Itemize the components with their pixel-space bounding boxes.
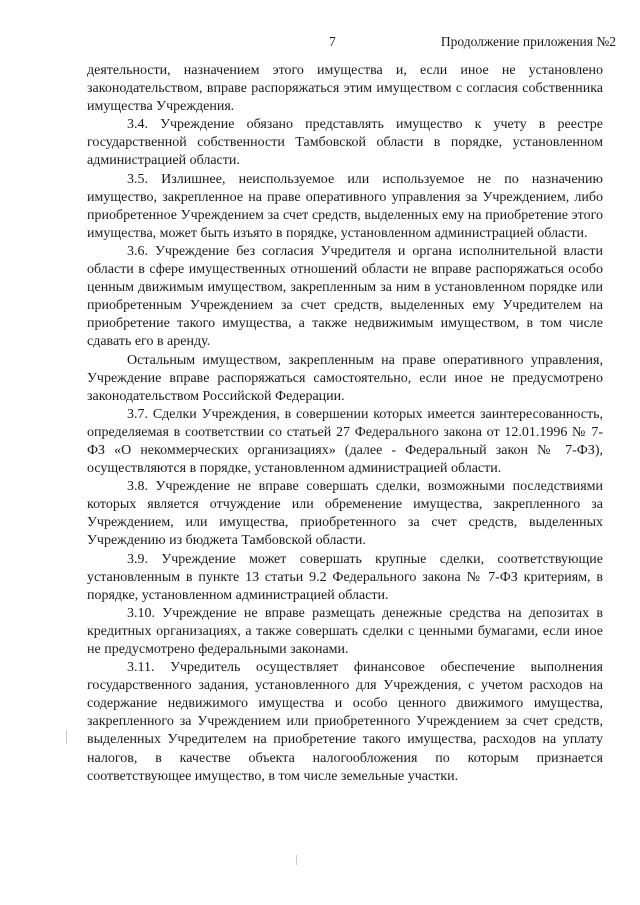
paragraph-3-6: 3.6. Учреждение без согласия Учредителя и органа исполнительной власти области в сфере имущественных отношений области не вправе распоряжаться особо ценным движимым имуществом, закрепленным за ним в установленном порядке или приобретенным Учреждением за счет средств, выделенных ему Учредителем на приобретение такого имущества, а также недвижимым имуществом, в том числе сдавать его в аренду. [87, 243, 603, 350]
document-body [87, 62, 603, 786]
paragraph-3-11: 3.11. Учредитель осуществляет финансовое обеспечение выполнения государственного задания, установленного для Учреждения, с учетом расходов на содержание недвижимого имущества и особо ценного движимого имущества, закрепленного за Учреждением или приобретенного Учреждением за счет средств, выделенных Учредителем на приобретение такого имущества, расходов на уплату налогов, в качестве объекта налогообложения по которым признается соответствующее имущество, в том числе земельные участки. [87, 660, 603, 784]
continuation-label: Продолжение приложения №2 [440, 34, 616, 49]
paragraph-3-9: 3.9. Учреждение может совершать крупные сделки, соответствующие установленным в пункте 13 статьи 9.2 Федерального закона № 7-ФЗ критериям, в порядке, установленном администрацией области. [87, 551, 603, 603]
paragraph-3-5: 3.5. Излишнее, неиспользуемое или используемое не по назначению имущество, закрепленное на праве оперативного управления за Учреждением, либо приобретенное Учреждением за счет средств, выделенных ему на приобретение этого имущества, может быть изъято в порядке, установленном администрацией области. [87, 171, 603, 241]
paragraph-other-property: Остальным имуществом, закрепленным на праве оперативного управления, Учреждение вправе распоряжаться самостоятельно, если иное не предусмотрено законодательством Российской Федерации. [87, 352, 603, 404]
paragraph-3-7: 3.7. Сделки Учреждения, в совершении которых имеется заинтересованность, определяемая в соответствии со статьей 27 Федерального закона от 12.01.1996 № 7-ФЗ «О некоммерческих организациях» (далее - Федеральный закон № 7-ФЗ), осуществляются в порядке, установленном администрацией области. [87, 406, 603, 477]
page-header [0, 34, 640, 54]
paragraph-3-10: 3.10. Учреждение не вправе размещать денежные средства на депозитах в кредитных организациях, а также совершать сделки с ценными бумагами, если иное не предусмотрено федеральными законами. [87, 605, 603, 657]
page-number: 7 [329, 34, 336, 49]
paragraph-3-4: 3.4. Учреждение обязано представлять имущество к учету в реестре государственной собственности Тамбовской области в порядке, установленном администрацией области. [87, 117, 603, 169]
scan-mark [296, 855, 297, 865]
paragraph-3-8: 3.8. Учреждение не вправе совершать сделки, возможными последствиями которых является отчуждение или обременение имущества, закрепленного за Учреждением, или имущества, приобретенного за счет средств, выделенных Учреждению из бюджета Тамбовской области. [87, 479, 603, 549]
scan-mark [66, 730, 67, 744]
paragraph-continuation: деятельности, назначением этого имущества и, если иное не установлено законодательством, вправе распоряжаться этим имуществом с согласия собственника имущества Учреждения. [87, 63, 603, 115]
